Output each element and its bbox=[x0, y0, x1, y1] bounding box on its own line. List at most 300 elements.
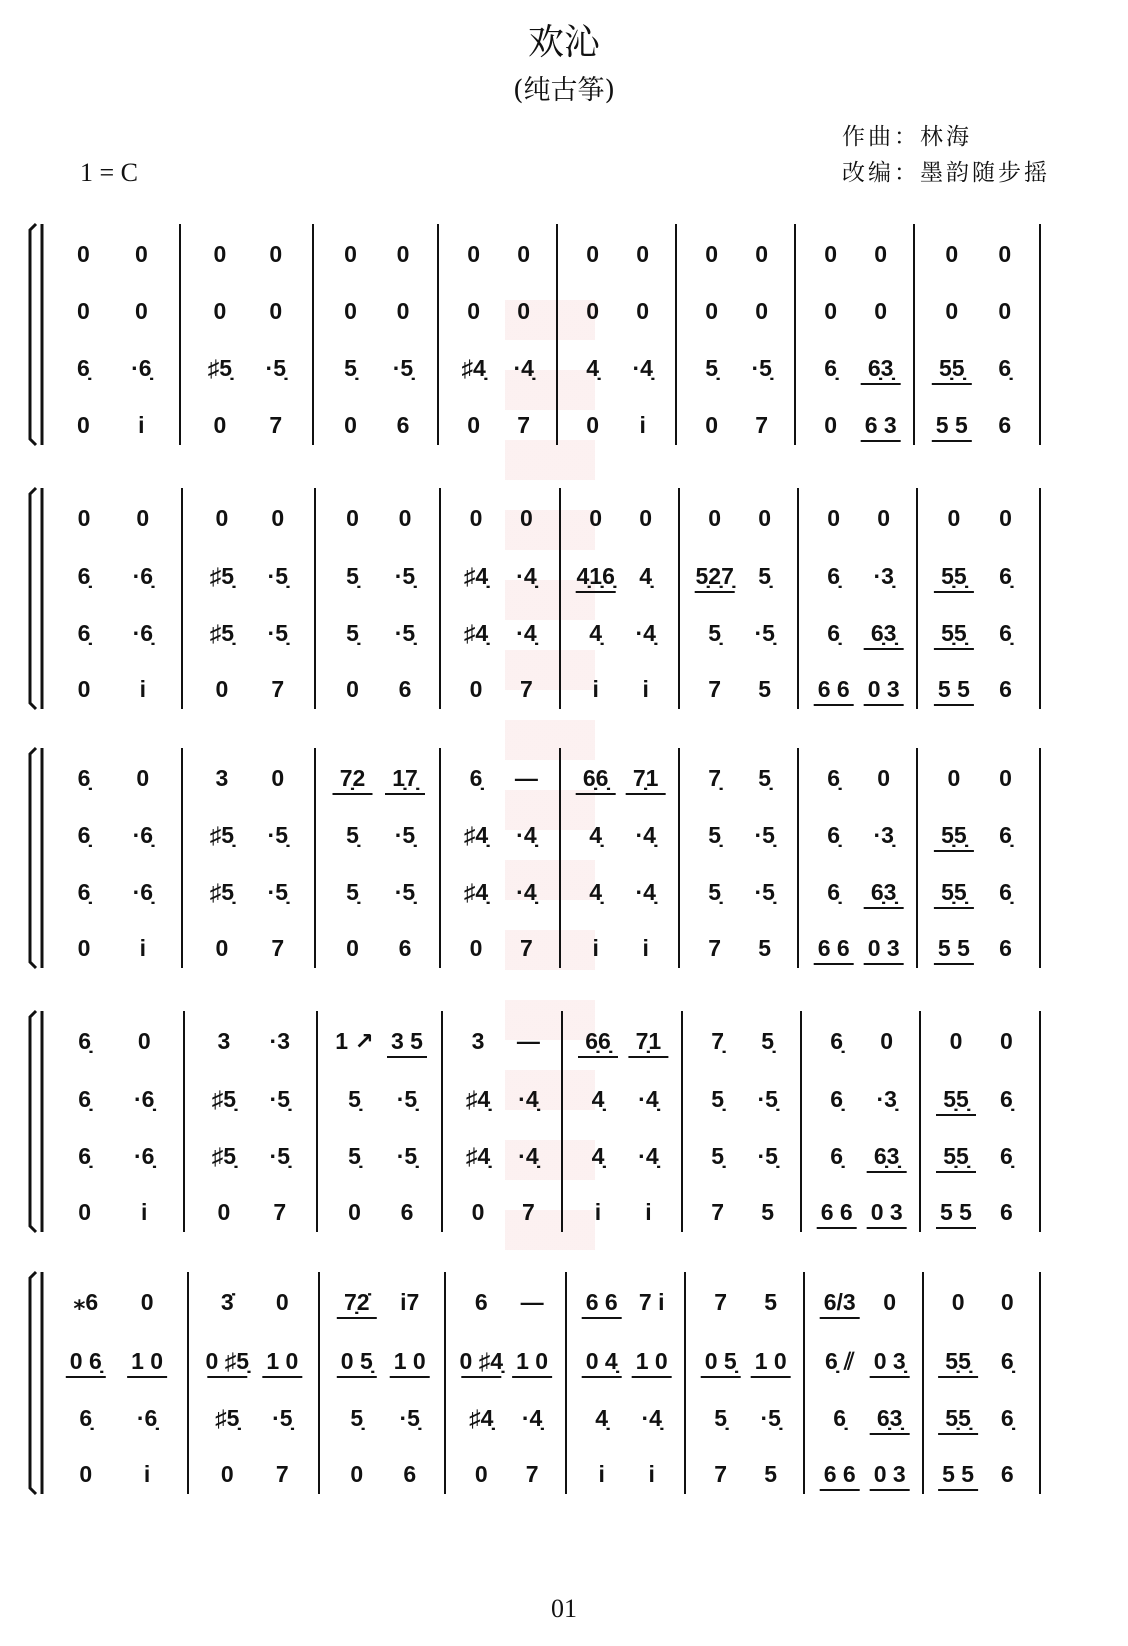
note: 6 bbox=[400, 1199, 414, 1225]
note: ·4̣ bbox=[513, 355, 534, 381]
note: i bbox=[141, 1199, 148, 1225]
note: 4̣ bbox=[589, 822, 603, 848]
composer-credit: 作曲：林海 bbox=[842, 124, 972, 150]
note: 0 bbox=[77, 298, 90, 324]
note: 5̣ bbox=[711, 1143, 725, 1169]
note: 6̣3̣ bbox=[870, 879, 897, 905]
note: 0 bbox=[396, 241, 410, 267]
note: 0 bbox=[467, 298, 481, 324]
note: 0 bbox=[708, 505, 722, 531]
note: 7̣2 bbox=[339, 765, 366, 791]
note: 0 bbox=[469, 676, 483, 702]
note: 6 bbox=[1000, 1461, 1014, 1487]
note: ·3̣ bbox=[873, 563, 894, 589]
note: 0 ♯4̣ bbox=[459, 1348, 504, 1374]
note: ·4̣ bbox=[635, 879, 656, 905]
note: 1 0 bbox=[131, 1348, 164, 1374]
note: 4̣ bbox=[591, 1143, 605, 1169]
note: 0 bbox=[589, 505, 603, 531]
note: ♯4̣ bbox=[463, 822, 489, 848]
note: ·5̣ bbox=[269, 1143, 290, 1169]
note: 0 bbox=[755, 298, 769, 324]
note: 6̣ bbox=[78, 1143, 91, 1169]
note: 6̣ bbox=[824, 355, 838, 381]
note: 0 bbox=[213, 412, 227, 438]
note: 0 bbox=[755, 241, 769, 267]
note: 6̣ bbox=[77, 822, 91, 848]
note: ♯4̣ bbox=[465, 1086, 491, 1112]
note: 5 bbox=[758, 935, 772, 961]
note: ♯4̣ bbox=[463, 620, 489, 646]
note: 0 bbox=[134, 298, 148, 324]
note: 4̣ bbox=[589, 620, 603, 646]
note: 0 bbox=[346, 935, 359, 961]
note: 7 bbox=[711, 1199, 725, 1225]
note: 0 bbox=[467, 241, 481, 267]
note: 0 bbox=[271, 765, 285, 791]
note: 0 bbox=[520, 505, 533, 531]
note: 0 bbox=[275, 1289, 289, 1315]
note: 6̣ bbox=[827, 879, 841, 905]
note: 0 bbox=[346, 676, 359, 702]
note: 5̣ bbox=[758, 563, 772, 589]
note: 6̣ bbox=[999, 879, 1012, 905]
system-bracket bbox=[30, 1011, 36, 1232]
note: 0 bbox=[877, 505, 891, 531]
note: 5̣ bbox=[346, 620, 359, 646]
note: 7 bbox=[271, 676, 285, 702]
note: i bbox=[639, 412, 646, 438]
note: 5̣ bbox=[708, 822, 722, 848]
note: ·4̣ bbox=[516, 879, 537, 905]
note: 0 bbox=[824, 241, 838, 267]
note: 5 bbox=[764, 1289, 778, 1315]
note: 6̣ bbox=[833, 1405, 847, 1431]
note: 0 5̣ bbox=[704, 1348, 737, 1374]
note: 0 3 bbox=[867, 935, 900, 961]
note: 5̣ bbox=[346, 822, 359, 848]
note: 0 bbox=[998, 298, 1012, 324]
note: ♯4̣ bbox=[469, 1405, 494, 1431]
note: 0 4̣ bbox=[585, 1348, 618, 1374]
note: 7 bbox=[273, 1199, 287, 1225]
note: 0 bbox=[949, 1028, 963, 1054]
note: 5̣ bbox=[346, 563, 359, 589]
note: 6 6 bbox=[817, 676, 850, 702]
note: 6 bbox=[999, 676, 1012, 702]
note: 0 bbox=[469, 935, 483, 961]
arranger-credit: 改编：墨韵随步摇 bbox=[842, 160, 1050, 186]
note: 7 i bbox=[638, 1289, 665, 1315]
note: i bbox=[594, 1199, 602, 1225]
note: 0 bbox=[344, 298, 357, 324]
note: ·5̣ bbox=[269, 1086, 290, 1112]
note: ·4̣ bbox=[635, 822, 656, 848]
note: ·4̣ bbox=[516, 620, 537, 646]
note: 7 bbox=[271, 935, 285, 961]
note: ♯5̣ bbox=[209, 563, 235, 589]
note: ♯5̣ bbox=[211, 1143, 237, 1169]
note: ·5̣ bbox=[751, 355, 772, 381]
note: 6 bbox=[398, 935, 412, 961]
system-bracket bbox=[30, 224, 36, 445]
note: 0 3 bbox=[870, 1199, 903, 1225]
note: ·5̣ bbox=[272, 1405, 293, 1431]
note: 6 bbox=[396, 412, 410, 438]
note: i bbox=[648, 1461, 655, 1487]
note: i bbox=[138, 412, 145, 438]
note: 5̣5̣ bbox=[941, 879, 967, 905]
note: 6̣ bbox=[1000, 1086, 1013, 1112]
note: 0 bbox=[874, 241, 888, 267]
note: ·4̣ bbox=[638, 1086, 659, 1112]
song-title: 欢沁 bbox=[527, 22, 600, 63]
note: 6̣ bbox=[998, 355, 1012, 381]
note: 6̣ bbox=[999, 620, 1012, 646]
note: 5 5 bbox=[937, 935, 970, 961]
note: 6 3 bbox=[864, 412, 897, 438]
note: ·5̣ bbox=[754, 879, 775, 905]
note: 5 5 bbox=[942, 1461, 975, 1487]
note: 7 bbox=[714, 1289, 728, 1315]
note: 6 6 bbox=[820, 1199, 853, 1225]
note: 6̣3̣ bbox=[867, 355, 894, 381]
note: ·5̣ bbox=[754, 822, 775, 848]
note: i bbox=[139, 935, 146, 961]
note: ·5̣ bbox=[392, 355, 414, 381]
note: 0 6̣ bbox=[69, 1348, 102, 1374]
note: — bbox=[514, 765, 538, 791]
note: 4̣ bbox=[595, 1405, 609, 1431]
note: 5̣5̣ bbox=[941, 822, 967, 848]
note: ·4̣ bbox=[518, 1086, 539, 1112]
note: 3̇ bbox=[220, 1289, 234, 1315]
note: ·4̣ bbox=[641, 1405, 662, 1431]
note: ·5̣ bbox=[396, 1086, 418, 1112]
note: 6 bbox=[999, 935, 1012, 961]
note: 0 bbox=[517, 241, 531, 267]
note: i bbox=[642, 676, 649, 702]
system-bracket bbox=[30, 1272, 36, 1494]
note: 0 bbox=[271, 505, 285, 531]
note: 6̣ bbox=[830, 1086, 844, 1112]
note: 0 bbox=[636, 241, 650, 267]
note: 6̣ bbox=[77, 620, 91, 646]
note: ·4̣ bbox=[516, 822, 537, 848]
note: 4̣1̣6̣ bbox=[576, 563, 615, 589]
note: 0 bbox=[213, 298, 227, 324]
note: 6̣ bbox=[827, 563, 841, 589]
note: 0 bbox=[824, 412, 838, 438]
note: ·6̣ bbox=[132, 563, 154, 589]
note: ·5̣ bbox=[754, 620, 775, 646]
note: 1 0 bbox=[266, 1348, 299, 1374]
note: 5 bbox=[761, 1199, 775, 1225]
note: 6̣ bbox=[1000, 1405, 1014, 1431]
note: ·4̣ bbox=[518, 1143, 539, 1169]
note: 0 bbox=[213, 241, 227, 267]
note: ♯4̣ bbox=[465, 1143, 491, 1169]
page-number: 01 bbox=[551, 1594, 577, 1623]
note: 3 bbox=[471, 1028, 485, 1054]
note: 5̣ bbox=[711, 1086, 725, 1112]
note: 0 bbox=[77, 505, 91, 531]
note: 0 bbox=[951, 1289, 965, 1315]
note: 1 ↗ bbox=[335, 1028, 374, 1054]
note: 5̣5̣ bbox=[939, 355, 965, 381]
note: 7̣1 bbox=[635, 1028, 662, 1054]
note: 6̣ bbox=[77, 563, 91, 589]
note: 0 bbox=[398, 505, 412, 531]
note: 5̣5̣ bbox=[943, 1143, 969, 1169]
note: 1 0 bbox=[516, 1348, 549, 1374]
note: ·6̣ bbox=[132, 822, 154, 848]
note: 0 bbox=[517, 298, 531, 324]
note: 0 5̣ bbox=[340, 1348, 373, 1374]
note: 5̣ bbox=[348, 1143, 361, 1169]
note: 0 bbox=[947, 505, 961, 531]
note: 0 bbox=[474, 1461, 488, 1487]
note: 0 bbox=[269, 298, 283, 324]
note: 0 bbox=[947, 765, 961, 791]
note: 6̣3̣ bbox=[870, 620, 897, 646]
note: 0 bbox=[348, 1199, 361, 1225]
note: 6 bbox=[398, 676, 412, 702]
note: ·4̣ bbox=[635, 620, 656, 646]
note: 6̣ bbox=[830, 1028, 844, 1054]
note: 7̣1 bbox=[632, 765, 659, 791]
note: 0 bbox=[217, 1199, 231, 1225]
note: 0 3 bbox=[867, 676, 900, 702]
note: 0 bbox=[346, 505, 359, 531]
note: ♯4̣ bbox=[461, 355, 486, 381]
note: 5̣5̣ bbox=[941, 563, 967, 589]
note: ·5̣ bbox=[267, 822, 288, 848]
note: ·6̣ bbox=[132, 879, 154, 905]
note: i bbox=[592, 676, 599, 702]
system-bracket bbox=[30, 748, 36, 968]
note: ·3̣ bbox=[876, 1086, 897, 1112]
note: ♯5̣ bbox=[211, 1086, 237, 1112]
note: 6̣ bbox=[79, 1405, 93, 1431]
note: ·5̣ bbox=[394, 822, 416, 848]
note: 0 bbox=[636, 298, 650, 324]
note: 0 bbox=[77, 935, 91, 961]
note: — bbox=[520, 1289, 544, 1315]
note: 7 bbox=[517, 412, 531, 438]
note: 5̣ bbox=[348, 1086, 361, 1112]
note: ·5̣ bbox=[267, 879, 288, 905]
note: 0 bbox=[705, 241, 719, 267]
note: ·4̣ bbox=[516, 563, 537, 589]
note: ·5̣ bbox=[267, 563, 288, 589]
note: 0 bbox=[137, 1028, 151, 1054]
note: 7̣ bbox=[708, 765, 722, 791]
note: 0 bbox=[586, 412, 600, 438]
note: 6 6 bbox=[823, 1461, 856, 1487]
note: 0 bbox=[215, 676, 229, 702]
note: 0 bbox=[344, 241, 357, 267]
note: 7 bbox=[708, 935, 722, 961]
note: 6/3 bbox=[823, 1289, 856, 1315]
note: i bbox=[598, 1461, 605, 1487]
note: 7 bbox=[269, 412, 283, 438]
note: ·6̣ bbox=[134, 1143, 155, 1169]
note: 0 bbox=[999, 505, 1012, 531]
note: 6̣ bbox=[827, 765, 841, 791]
note: 0 bbox=[350, 1461, 364, 1487]
note: 6̣ bbox=[999, 563, 1012, 589]
song-subtitle: (纯古筝) bbox=[512, 75, 616, 106]
note: 0 bbox=[396, 298, 410, 324]
note: 5 bbox=[758, 676, 772, 702]
note: 1̣7̣ bbox=[392, 765, 418, 791]
note: 4̣ bbox=[586, 355, 600, 381]
note: 5̣ bbox=[350, 1405, 364, 1431]
note: 5̣ bbox=[708, 879, 722, 905]
note: 6̣6̣ bbox=[585, 1028, 611, 1054]
note: 7 bbox=[275, 1461, 289, 1487]
system-bracket bbox=[30, 488, 36, 709]
note: 6̣ bbox=[77, 765, 91, 791]
note: 5̣ bbox=[705, 355, 719, 381]
note: 1 0 bbox=[635, 1348, 668, 1374]
note: 0 bbox=[945, 298, 959, 324]
note: 0 bbox=[77, 241, 90, 267]
note: 0 bbox=[215, 935, 229, 961]
note: 6̣ bbox=[827, 822, 841, 848]
note: ·3̣ bbox=[873, 822, 894, 848]
note: ·5̣ bbox=[760, 1405, 781, 1431]
note: 0 bbox=[344, 412, 357, 438]
note: 0 bbox=[880, 1028, 894, 1054]
note: ·6̣ bbox=[136, 1405, 158, 1431]
note: i bbox=[645, 1199, 652, 1225]
note: ·5̣ bbox=[267, 620, 288, 646]
note: ·5̣ bbox=[757, 1143, 778, 1169]
note: ·5̣ bbox=[265, 355, 286, 381]
note: 7̣ bbox=[711, 1028, 725, 1054]
note: 0 bbox=[140, 1289, 154, 1315]
note: 6̣ ⫽ bbox=[824, 1348, 855, 1374]
note: 6̣ bbox=[78, 1028, 91, 1054]
note: i bbox=[143, 1461, 151, 1487]
note: — bbox=[516, 1028, 540, 1054]
note: 0 bbox=[586, 241, 600, 267]
note: ·6̣ bbox=[131, 355, 152, 381]
note: 0 bbox=[79, 1461, 93, 1487]
note: ⁎6 bbox=[73, 1289, 99, 1315]
note: 6̣3̣ bbox=[873, 1143, 900, 1169]
note: i bbox=[592, 935, 599, 961]
note: 0 bbox=[467, 412, 481, 438]
note: 5̣ bbox=[344, 355, 357, 381]
note: 5 5 bbox=[937, 676, 970, 702]
note: 6̣ bbox=[827, 620, 841, 646]
note: ♯5̣ bbox=[207, 355, 233, 381]
note: 6̣ bbox=[77, 355, 90, 381]
note: 7̣2̇ bbox=[344, 1289, 370, 1315]
note: 0 bbox=[639, 505, 653, 531]
note: 6̣ bbox=[999, 822, 1012, 848]
note: 0 bbox=[1000, 1289, 1014, 1315]
note: 6 bbox=[474, 1289, 488, 1315]
note: 6̣ bbox=[78, 1086, 91, 1112]
note: ·4̣ bbox=[521, 1405, 543, 1431]
note: 4̣ bbox=[639, 563, 653, 589]
note: 0 bbox=[874, 298, 888, 324]
note: 0 bbox=[945, 241, 959, 267]
note: 0 bbox=[705, 298, 719, 324]
note: ·4̣ bbox=[638, 1143, 659, 1169]
note: 0 bbox=[877, 765, 891, 791]
note: 5̣5̣ bbox=[945, 1405, 971, 1431]
note: 5̣ bbox=[714, 1405, 728, 1431]
note: ·5̣ bbox=[394, 879, 416, 905]
note: 0 bbox=[469, 505, 483, 531]
note: 0 bbox=[824, 298, 838, 324]
note: 7 bbox=[520, 676, 533, 702]
note: 0 bbox=[705, 412, 719, 438]
note: 5̣5̣ bbox=[945, 1348, 971, 1374]
note: i bbox=[139, 676, 146, 702]
note: 0 bbox=[471, 1199, 485, 1225]
note: ·6̣ bbox=[132, 620, 154, 646]
note: 0 bbox=[827, 505, 841, 531]
note: 0 bbox=[136, 765, 150, 791]
note: 7 bbox=[755, 412, 769, 438]
note: 5̣2̣7̣ bbox=[695, 563, 734, 589]
note: 3 5 bbox=[391, 1028, 423, 1054]
note: 6 bbox=[998, 412, 1012, 438]
note: 0 bbox=[1000, 1028, 1013, 1054]
note: 5̣ bbox=[758, 765, 772, 791]
note: ·5̣ bbox=[394, 620, 416, 646]
note: ·6̣ bbox=[134, 1086, 155, 1112]
note: 0 ♯5̣ bbox=[205, 1348, 250, 1374]
note: ♯4̣ bbox=[463, 879, 489, 905]
note: 0 bbox=[134, 241, 148, 267]
key-signature: 1 = C bbox=[80, 158, 139, 187]
note: ·5̣ bbox=[394, 563, 416, 589]
note: 6 bbox=[403, 1461, 417, 1487]
note: 6̣ bbox=[830, 1143, 844, 1169]
note: 0 bbox=[77, 676, 91, 702]
note: 0 bbox=[220, 1461, 234, 1487]
note: ·5̣ bbox=[757, 1086, 778, 1112]
note: 0 3 bbox=[873, 1461, 906, 1487]
note: 5̣5̣ bbox=[943, 1086, 969, 1112]
note: 0 bbox=[758, 505, 772, 531]
note: 5̣ bbox=[761, 1028, 775, 1054]
note: 6 6 bbox=[585, 1289, 618, 1315]
note: ·5̣ bbox=[396, 1143, 418, 1169]
note: ♯5̣ bbox=[209, 620, 235, 646]
note: 0 bbox=[77, 412, 90, 438]
note: ♯4̣ bbox=[463, 563, 489, 589]
note: ♯5̣ bbox=[215, 1405, 240, 1431]
note: 3 bbox=[217, 1028, 231, 1054]
note: 7 bbox=[708, 676, 722, 702]
note: 0 bbox=[136, 505, 150, 531]
note: 0 bbox=[78, 1199, 91, 1225]
note: i7 bbox=[400, 1289, 420, 1315]
note: 0 bbox=[998, 241, 1012, 267]
note: ·5̣ bbox=[399, 1405, 420, 1431]
note: 7 bbox=[714, 1461, 728, 1487]
note: ♯5̣ bbox=[209, 822, 235, 848]
note: 5̣ bbox=[708, 620, 722, 646]
